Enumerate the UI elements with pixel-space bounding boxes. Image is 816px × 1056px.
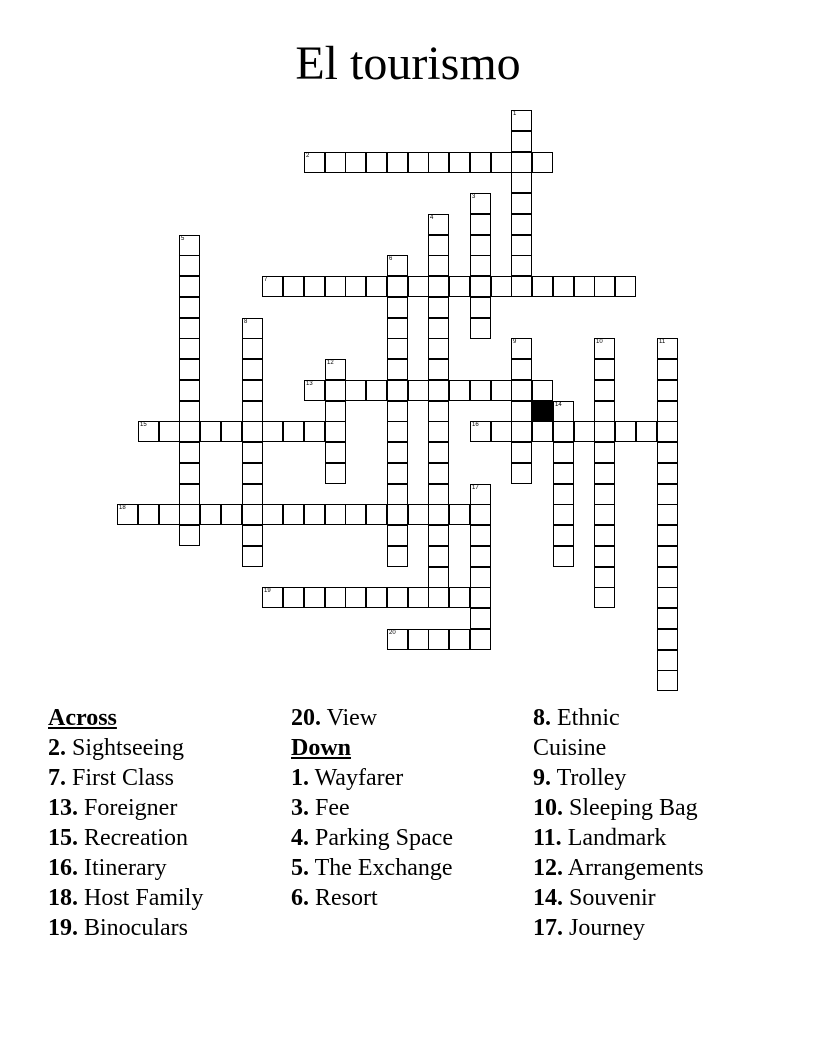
grid-cell[interactable] — [242, 421, 263, 442]
grid-cell[interactable] — [345, 152, 366, 173]
grid-cell[interactable] — [470, 380, 491, 401]
grid-cell[interactable] — [428, 401, 449, 422]
clue-column-3 — [533, 703, 763, 943]
grid-cell[interactable] — [387, 442, 408, 463]
grid-cell[interactable] — [657, 608, 678, 629]
grid-cell[interactable] — [594, 401, 615, 422]
grid-cell[interactable] — [449, 629, 470, 650]
grid-cell[interactable] — [138, 504, 159, 525]
grid-cell[interactable] — [325, 276, 346, 297]
grid-cell[interactable] — [325, 442, 346, 463]
grid-cell[interactable] — [657, 380, 678, 401]
grid-cell[interactable] — [657, 484, 678, 505]
grid-cell[interactable] — [345, 380, 366, 401]
grid-cell[interactable] — [179, 318, 200, 339]
grid-cell[interactable] — [387, 276, 408, 297]
cell-number: 12 — [327, 360, 334, 366]
grid-cell[interactable] — [428, 235, 449, 256]
grid-cell[interactable] — [428, 214, 449, 235]
down-clue-5[interactable]: 5. The Exchange — [291, 855, 453, 881]
cell-number: 9 — [513, 339, 517, 345]
grid-cell[interactable] — [283, 504, 304, 525]
grid-cell[interactable] — [345, 587, 366, 608]
grid-cell[interactable] — [428, 359, 449, 380]
grid-cell[interactable] — [511, 463, 532, 484]
cell-number: 3 — [472, 194, 476, 200]
grid-cell[interactable] — [511, 193, 532, 214]
grid-cell[interactable] — [470, 546, 491, 567]
cell-number: 7 — [264, 277, 268, 283]
grid-cell[interactable] — [179, 297, 200, 318]
grid-cell[interactable] — [594, 484, 615, 505]
grid-cell[interactable] — [387, 380, 408, 401]
grid-cell[interactable] — [366, 380, 387, 401]
down-clue-10[interactable]: 10. Sleeping Bag — [533, 795, 698, 821]
grid-cell[interactable] — [283, 276, 304, 297]
grid-cell[interactable] — [262, 587, 283, 608]
grid-cell[interactable] — [470, 567, 491, 588]
grid-cell[interactable] — [657, 670, 678, 691]
grid-cell[interactable] — [491, 152, 512, 173]
grid-cell[interactable] — [574, 421, 595, 442]
grid-cell[interactable] — [657, 442, 678, 463]
grid-cell[interactable] — [470, 587, 491, 608]
across-clue-7[interactable]: 7. First Class — [48, 765, 175, 791]
grid-cell[interactable] — [200, 504, 221, 525]
down-clue-8[interactable]: 8. Ethnic Cuisine — [533, 705, 620, 761]
grid-cell[interactable] — [657, 421, 678, 442]
down-heading: Down — [291, 735, 352, 761]
grid-cell[interactable] — [304, 380, 325, 401]
grid-cell[interactable] — [657, 401, 678, 422]
grid-cell[interactable] — [470, 629, 491, 650]
grid-cell[interactable] — [179, 421, 200, 442]
grid-cell[interactable] — [179, 463, 200, 484]
grid-cell[interactable] — [387, 546, 408, 567]
grid-cell[interactable] — [511, 235, 532, 256]
grid-cell[interactable] — [470, 421, 491, 442]
grid-cell[interactable] — [159, 504, 180, 525]
grid-cell[interactable] — [242, 546, 263, 567]
across-heading: Across — [48, 705, 117, 731]
cell-number: 15 — [140, 422, 147, 428]
grid-cell[interactable] — [221, 421, 242, 442]
grid-cell[interactable] — [470, 255, 491, 276]
grid-cell[interactable] — [387, 463, 408, 484]
grid-cell[interactable] — [657, 629, 678, 650]
page-title: El tourismo — [295, 37, 521, 90]
grid-cell[interactable] — [408, 629, 429, 650]
grid-cell[interactable] — [387, 152, 408, 173]
grid-cell[interactable] — [242, 401, 263, 422]
down-clue-12[interactable]: 12. Arrangements — [533, 855, 704, 881]
grid-cell[interactable] — [657, 587, 678, 608]
grid-cell[interactable] — [449, 587, 470, 608]
grid-cell[interactable] — [636, 421, 657, 442]
grid-cell[interactable] — [242, 484, 263, 505]
grid-cell[interactable] — [179, 380, 200, 401]
grid-cell[interactable] — [242, 463, 263, 484]
grid-cell[interactable] — [179, 276, 200, 297]
grid-cell[interactable] — [179, 338, 200, 359]
grid-cell[interactable] — [428, 525, 449, 546]
grid-cell[interactable] — [325, 421, 346, 442]
clue-column-1 — [48, 703, 278, 943]
grid-cell[interactable] — [304, 421, 325, 442]
grid-cell[interactable] — [470, 608, 491, 629]
grid-cell[interactable] — [594, 546, 615, 567]
clue-column-2 — [291, 703, 521, 913]
grid-cell[interactable] — [221, 504, 242, 525]
grid-cell[interactable] — [553, 546, 574, 567]
grid-cell[interactable] — [532, 421, 553, 442]
grid-cell[interactable] — [511, 276, 532, 297]
grid-cell[interactable] — [408, 276, 429, 297]
grid-cell[interactable] — [657, 546, 678, 567]
grid-cell[interactable] — [470, 297, 491, 318]
grid-cell[interactable] — [470, 484, 491, 505]
grid-cell[interactable] — [242, 318, 263, 339]
grid-cell[interactable] — [179, 255, 200, 276]
grid-cell[interactable] — [179, 401, 200, 422]
grid-cell[interactable] — [428, 276, 449, 297]
grid-cell[interactable] — [470, 152, 491, 173]
grid-cell[interactable] — [511, 442, 532, 463]
grid-cell[interactable] — [242, 442, 263, 463]
grid-cell[interactable] — [428, 442, 449, 463]
grid-cell[interactable] — [242, 380, 263, 401]
grid-cell[interactable] — [366, 504, 387, 525]
grid-cell[interactable] — [117, 504, 138, 525]
grid-cell[interactable] — [387, 359, 408, 380]
grid-cell[interactable] — [657, 463, 678, 484]
grid-cell[interactable] — [553, 401, 574, 422]
grid-cell[interactable] — [179, 504, 200, 525]
grid-cell[interactable] — [428, 152, 449, 173]
grid-cell[interactable] — [325, 380, 346, 401]
grid-cell[interactable] — [408, 380, 429, 401]
grid-cell[interactable] — [553, 463, 574, 484]
cell-number: 16 — [472, 422, 479, 428]
grid-cell[interactable] — [491, 276, 512, 297]
grid-cell[interactable] — [179, 484, 200, 505]
grid-cell[interactable] — [408, 504, 429, 525]
grid-cell[interactable] — [179, 235, 200, 256]
cell-number: 11 — [659, 339, 666, 345]
grid-cell[interactable] — [242, 359, 263, 380]
grid-cell[interactable] — [657, 525, 678, 546]
grid-cell[interactable] — [615, 421, 636, 442]
grid-cell[interactable] — [553, 276, 574, 297]
grid-cell[interactable] — [428, 421, 449, 442]
cell-number: 8 — [244, 319, 248, 325]
grid-cell[interactable] — [387, 318, 408, 339]
grid-cell[interactable] — [470, 504, 491, 525]
cell-number: 2 — [306, 153, 310, 159]
grid-cell[interactable] — [594, 380, 615, 401]
grid-cell[interactable] — [262, 504, 283, 525]
grid-cell[interactable] — [553, 484, 574, 505]
grid-cell[interactable] — [511, 255, 532, 276]
grid-cell[interactable] — [283, 587, 304, 608]
grid-cell[interactable] — [179, 359, 200, 380]
grid-cell[interactable] — [594, 504, 615, 525]
grid-cell[interactable] — [428, 338, 449, 359]
grid-cell[interactable] — [511, 214, 532, 235]
grid-cell[interactable] — [428, 318, 449, 339]
grid-cell[interactable] — [657, 567, 678, 588]
cell-number: 17 — [472, 485, 479, 491]
grid-cell[interactable] — [470, 525, 491, 546]
grid-cell[interactable] — [387, 297, 408, 318]
grid-cell[interactable] — [366, 587, 387, 608]
grid-cell[interactable] — [657, 338, 678, 359]
across-clue-16[interactable]: 16. Itinerary — [48, 855, 167, 881]
grid-cell[interactable] — [511, 172, 532, 193]
cell-number: 10 — [596, 339, 603, 345]
grid-cell[interactable] — [594, 525, 615, 546]
grid-cell[interactable] — [449, 152, 470, 173]
cell-number: 18 — [119, 505, 126, 511]
grid-cell[interactable] — [179, 525, 200, 546]
grid-cell[interactable] — [594, 442, 615, 463]
grid-cell[interactable] — [594, 359, 615, 380]
across-clue-18[interactable]: 18. Host Family — [48, 885, 204, 911]
grid-cell[interactable] — [325, 359, 346, 380]
down-clue-9[interactable]: 9. Trolley — [533, 765, 627, 791]
grid-cell[interactable] — [594, 587, 615, 608]
grid-cell[interactable] — [325, 587, 346, 608]
grid-cell[interactable] — [387, 525, 408, 546]
grid-cell[interactable] — [657, 504, 678, 525]
grid-cell[interactable] — [511, 110, 532, 131]
grid-cell[interactable] — [242, 338, 263, 359]
grid-cell[interactable] — [657, 650, 678, 671]
cell-number: 20 — [389, 630, 396, 636]
grid-cell[interactable] — [594, 463, 615, 484]
grid-cell[interactable] — [491, 421, 512, 442]
grid-cell[interactable] — [470, 235, 491, 256]
down-clue-14[interactable]: 14. Souvenir — [533, 885, 656, 911]
grid-cell[interactable] — [283, 421, 304, 442]
grid-cell[interactable] — [345, 504, 366, 525]
grid-cell[interactable] — [325, 504, 346, 525]
grid-cell[interactable] — [366, 276, 387, 297]
grid-cell[interactable] — [470, 276, 491, 297]
grid-cell[interactable] — [428, 546, 449, 567]
grid-cell[interactable] — [387, 338, 408, 359]
grid-cell[interactable] — [428, 484, 449, 505]
cell-number: 4 — [430, 215, 434, 221]
grid-cell[interactable] — [138, 421, 159, 442]
grid-cell[interactable] — [304, 587, 325, 608]
grid-cell[interactable] — [532, 152, 553, 173]
grid-cell[interactable] — [470, 214, 491, 235]
grid-cell[interactable] — [594, 567, 615, 588]
cell-number: 1 — [513, 111, 517, 117]
grid-cell[interactable] — [304, 276, 325, 297]
grid-cell[interactable] — [491, 380, 512, 401]
grid-cell[interactable] — [387, 421, 408, 442]
grid-cell[interactable] — [387, 484, 408, 505]
grid-cell[interactable] — [553, 442, 574, 463]
grid-cell[interactable] — [449, 380, 470, 401]
grid-cell[interactable] — [449, 276, 470, 297]
down-clue-11[interactable]: 11. Landmark — [533, 825, 667, 851]
grid-cell[interactable] — [594, 421, 615, 442]
grid-cell[interactable] — [408, 152, 429, 173]
cell-number: 5 — [181, 236, 185, 242]
grid-cell[interactable] — [615, 276, 636, 297]
grid-cell[interactable] — [553, 525, 574, 546]
down-clue-4[interactable]: 4. Parking Space — [291, 825, 453, 851]
grid-cell[interactable] — [345, 276, 366, 297]
grid-cell[interactable] — [387, 587, 408, 608]
grid-cell[interactable] — [511, 338, 532, 359]
across-clue-15[interactable]: 15. Recreation — [48, 825, 188, 851]
grid-cell[interactable] — [532, 380, 553, 401]
grid-cell[interactable] — [325, 401, 346, 422]
grid-cell[interactable] — [553, 504, 574, 525]
grid-cell[interactable] — [511, 401, 532, 422]
grid-cell[interactable] — [428, 297, 449, 318]
down-clue-3[interactable]: 3. Fee — [291, 795, 350, 821]
grid-cell[interactable] — [449, 504, 470, 525]
grid-cell[interactable] — [428, 463, 449, 484]
grid-cell[interactable] — [553, 421, 574, 442]
grid-cell[interactable] — [262, 421, 283, 442]
grid-cell[interactable] — [408, 587, 429, 608]
cell-number: 14 — [555, 402, 562, 408]
grid-cell[interactable] — [428, 629, 449, 650]
grid-cell[interactable] — [325, 152, 346, 173]
down-clue-6[interactable]: 6. Resort — [291, 885, 378, 911]
grid-cell[interactable] — [304, 152, 325, 173]
grid-cell[interactable] — [511, 131, 532, 152]
grid-cell[interactable] — [200, 421, 221, 442]
down-clue-17[interactable]: 17. Journey — [533, 915, 645, 941]
grid-cell[interactable] — [532, 276, 553, 297]
grid-cell[interactable] — [594, 338, 615, 359]
grid-cell[interactable] — [511, 380, 532, 401]
cell-number: 6 — [389, 256, 393, 262]
grid-cell[interactable] — [159, 421, 180, 442]
grid-cell[interactable] — [470, 318, 491, 339]
across-clue-13[interactable]: 13. Foreigner — [48, 795, 178, 821]
grid-cell[interactable] — [428, 587, 449, 608]
grid-cell[interactable] — [325, 463, 346, 484]
grid-cell[interactable] — [304, 504, 325, 525]
grid-cell[interactable] — [366, 152, 387, 173]
grid-cell[interactable] — [242, 525, 263, 546]
grid-cell[interactable] — [179, 442, 200, 463]
black-square — [532, 401, 553, 422]
cell-number: 19 — [264, 588, 271, 594]
grid-cell[interactable] — [657, 359, 678, 380]
grid-cell[interactable] — [511, 152, 532, 173]
grid-cell[interactable] — [387, 401, 408, 422]
grid-cell[interactable] — [428, 567, 449, 588]
grid-cell[interactable] — [387, 504, 408, 525]
grid-cell[interactable] — [594, 276, 615, 297]
across-clue-20[interactable]: 20. View — [291, 705, 378, 731]
across-clue-19[interactable]: 19. Binoculars — [48, 915, 188, 941]
across-clue-2[interactable]: 2. Sightseeing — [48, 735, 184, 761]
down-clue-1[interactable]: 1. Wayfarer — [291, 765, 404, 791]
grid-cell[interactable] — [242, 504, 263, 525]
grid-cell[interactable] — [428, 255, 449, 276]
grid-cell[interactable] — [511, 359, 532, 380]
grid-cell[interactable] — [470, 193, 491, 214]
grid-cell[interactable] — [511, 421, 532, 442]
grid-cell[interactable] — [428, 380, 449, 401]
grid-cell[interactable] — [574, 276, 595, 297]
grid-cell[interactable] — [387, 255, 408, 276]
grid-cell[interactable] — [387, 629, 408, 650]
grid-cell[interactable] — [262, 276, 283, 297]
cell-number: 13 — [306, 381, 313, 387]
grid-cell[interactable] — [428, 504, 449, 525]
